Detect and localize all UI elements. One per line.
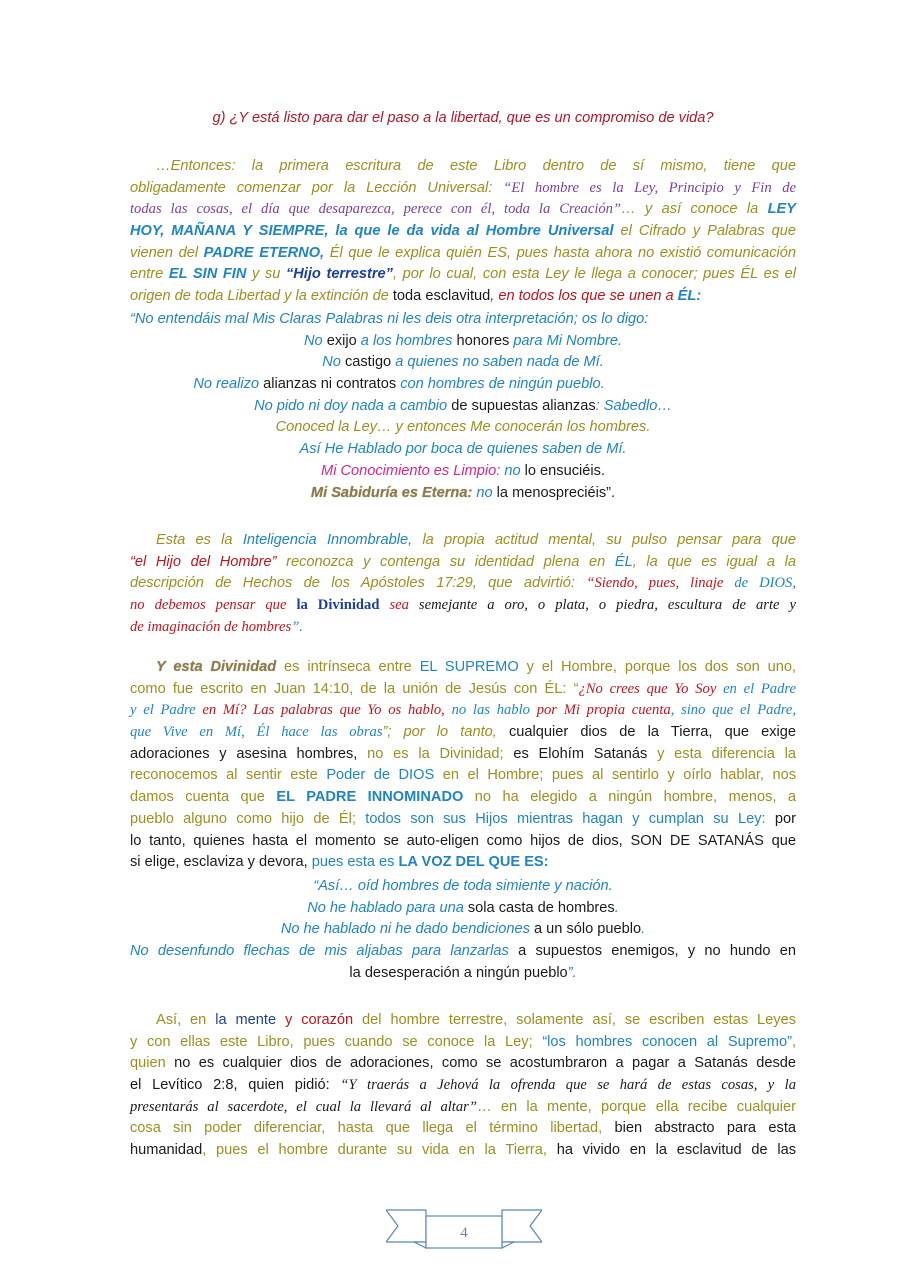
p3-line-6: reconocemos al sentir este Poder de DIOS en el Hombre; pues al sentirlo y oírlo hablar, nos: [130, 767, 797, 784]
p4-line-2: y con ellas este Libro, pues cuando se conoce la Ley; “los hombres conocen al Supremo”,: [130, 1033, 796, 1050]
p4-line-1: Así, en la mente y corazón del hombre terrestre, solamente así, se escriben estas Leyes: [156, 1012, 797, 1028]
q2-line-1: “Así… oíd hombres de toda simiente y nación.: [313, 878, 613, 894]
heading-line: g) ¿Y está listo para dar el paso a la libertad, que es un compromiso de vida?: [212, 110, 714, 126]
p3-line-5: adoraciones y asesina hombres, no es la Divinidad; es Elohím Satanás y esta diferencia la: [130, 745, 796, 762]
p3-line-3: y el Padre en Mí? Las palabras que Yo os hablo, no las hablo por Mi propia cuenta, sino que el Padre,: [130, 702, 797, 719]
paragraph-2: [130, 530, 796, 638]
quote-block-1: [130, 309, 796, 504]
p3-line-1: Y esta Divinidad es intrínseca entre EL SUPREMO y el Hombre, porque los dos son uno,: [156, 659, 797, 675]
p3-line-9: lo tanto, quienes hasta el momento se auto-eligen como hijos de dios, SON DE SATANÁS que: [130, 832, 796, 849]
q2-line-3: No he hablado ni he dado bendiciones a un sólo pueblo.: [280, 921, 646, 938]
q1-line-6: Conoced la Ley… y entonces Me conocerán los hombres.: [275, 419, 651, 436]
p1-line-2: obligadamente comenzar por la Lección Universal: “El hombre es la Ley, Principio y Fin de: [130, 179, 796, 196]
p2-line-4: no debemos pensar que la Divinidad sea semejante a oro, o plata, o piedra, escultura de arte y: [130, 597, 796, 614]
p1-line-7: origen de toda Libertad y la extinción de toda esclavitud, en todos los que se unen a ÉL:: [130, 288, 702, 305]
q2-line-2: No he hablado para una sola casta de hombres.: [307, 899, 619, 916]
p2-line-1: Esta es la Inteligencia Innombrable, la propia actitud mental, su pulso pensar para que: [156, 532, 796, 548]
q2-line-5: la desesperación a ningún pueblo”.: [349, 964, 577, 981]
paragraph-1: [130, 156, 796, 308]
p3-line-10: si elige, esclaviza y devora, pues esta es LA VOZ DEL QUE ES:: [130, 854, 549, 871]
page-number-ribbon: [386, 1206, 542, 1252]
p4-line-6: cosa sin poder diferenciar, hasta que llega el término libertad, bien abstracto para esta: [130, 1120, 796, 1137]
q1-line-2: No exijo a los hombres honores para Mi Nombre.: [304, 332, 622, 349]
quote-block-2: [130, 876, 796, 984]
p1-line-4: HOY, MAÑANA Y SIEMPRE, la que le da vida al Hombre Universal el Cifrado y Palabras que: [130, 223, 796, 240]
q1-line-8: Mi Conocimiento es Limpio: no lo ensuciéis.: [321, 462, 605, 479]
p1-line-6: entre EL SIN FIN y su “Hijo terrestre”, por lo cual, con esta Ley le llega a conocer; pues ÉL es el: [130, 266, 797, 283]
p3-line-7: damos cuenta que EL PADRE INNOMINADO no ha elegido a ningún hombre, menos, a: [130, 789, 797, 806]
section-heading: [130, 108, 796, 130]
p2-line-2: “el Hijo del Hombre” reconozca y contenga su identidad plena en ÉL, la que es igual a la: [130, 553, 796, 570]
q1-line-9: Mi Sabiduría es Eterna: no la menospreciéis”.: [310, 484, 616, 501]
q1-line-7: Así He Hablado por boca de quienes saben de Mí.: [299, 441, 627, 458]
paragraph-4: [130, 1010, 796, 1162]
p3-line-2: como fue escrito en Juan 14:10, de la unión de Jesús con ÉL: “¿No crees que Yo Soy en el Padre: [130, 680, 797, 697]
p4-line-4: el Levítico 2:8, quien pidió: “Y traerás a Jehová la ofrenda que se hará de estas cosas, y la: [130, 1077, 796, 1094]
p2-line-5: de imaginación de hombres”.: [130, 618, 303, 635]
p1-line-3: todas las cosas, el día que desaparezca, perece con él, toda la Creación”… y así conoce la LEY: [130, 201, 796, 218]
p3-line-4: que Vive en Mí, Él hace las obras”; por lo tanto, cualquier dios de la Tierra, que exige: [130, 724, 796, 741]
p4-line-3: quien no es cualquier dios de adoraciones, como se acostumbraron a pagar a Satanás desde: [130, 1055, 796, 1072]
q1-line-1: “No entendáis mal Mis Claras Palabras ni les deis otra interpretación; os lo digo:: [130, 311, 649, 327]
p1-line-5: vienen del PADRE ETERNO, Él que le explica quién ES, pues hasta ahora no existió comunicación: [130, 244, 796, 261]
p3-line-8: pueblo alguno como hijo de Él; todos son sus Hijos mientras hagan y cumplan su Ley: por: [130, 810, 796, 827]
p4-line-5: presentarás al sacerdote, el cual la llevará al altar”… en la mente, porque ella recibe cualquier: [130, 1098, 797, 1115]
q1-line-5: No pido ni doy nada a cambio de supuestas alianzas: Sabedlo…: [254, 397, 672, 414]
p2-line-3: descripción de Hechos de los Apóstoles 17:29, que advirtió: “Siendo, pues, linaje de DIOS,: [130, 575, 796, 592]
paragraph-3: [130, 657, 796, 874]
page-number: 4: [460, 1225, 468, 1241]
q2-line-4: No desenfundo flechas de mis aljabas para lanzarlas a supuestos enemigos, y no hundo en: [130, 943, 796, 960]
p1-line-1: …Entonces: la primera escritura de este Libro dentro de sí mismo, tiene que: [156, 158, 796, 174]
q1-line-4: No realizo alianzas ni contratos con hombres de ningún pueblo.: [193, 376, 605, 393]
p4-line-7: humanidad, pues el hombre durante su vida en la Tierra, ha vivido en la esclavitud de las: [130, 1142, 796, 1159]
q1-line-3: No castigo a quienes no saben nada de Mí.: [322, 354, 604, 371]
